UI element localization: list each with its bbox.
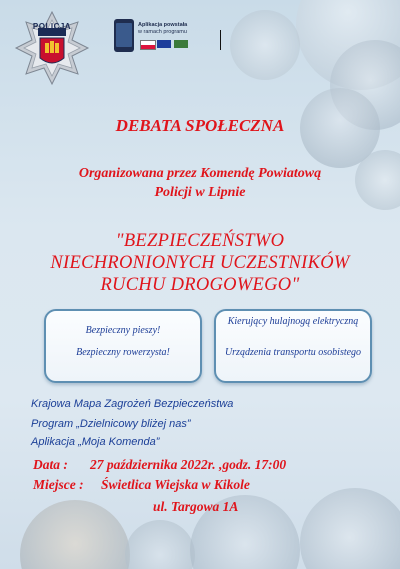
poland-flag-icon — [140, 40, 156, 50]
event-place — [33, 477, 250, 493]
photo-circle — [355, 150, 400, 210]
photo-circle — [20, 500, 130, 569]
badge-text: POLICJA — [32, 22, 72, 31]
phone-icon — [114, 19, 134, 52]
slogan-text: "BEZPIECZEŃSTWO NIECHRONIONYCH UCZESTNIKÓW RUCHU DROGOWEGO" — [50, 231, 350, 295]
place-label: Miejsce : — [33, 477, 84, 492]
date-label: Data : — [33, 457, 68, 472]
app-info-text: Aplikacja powstała w ramach programu — [138, 22, 188, 35]
topic-card-pedestrian-cyclist: Bezpieczny pieszy! Bezpieczny rowerzysta! — [44, 309, 202, 383]
info-line-app: Aplikacja „Moja Komenda” — [31, 436, 160, 448]
topic-card-scooter: Kierujący hulajnogą elektryczną Urządzenia transportu osobistego — [214, 309, 372, 383]
event-street: ul. Targowa 1A — [153, 499, 239, 514]
info-line-program: Program „Dzielnicowy bliżej nas” — [31, 418, 191, 430]
info-line-map: Krajowa Mapa Zagrożeń Bezpieczeństwa — [31, 398, 234, 410]
date-value: 27 października 2022r. ,godz. 17:00 — [90, 457, 287, 472]
photo-circle — [125, 520, 195, 569]
photo-circle — [230, 10, 300, 80]
event-date — [33, 457, 286, 473]
divider — [220, 30, 221, 50]
organizer-text: Organizowana przez Komendę Powiatową Policji w Lipnie — [78, 166, 322, 200]
poster-title: DEBATA SPOŁECZNA — [115, 116, 285, 135]
place-value: Świetlica Wiejska w Kikole — [101, 477, 250, 492]
program-logo-icon — [174, 40, 188, 48]
eu-flag-icon — [157, 40, 171, 48]
photo-circle — [300, 488, 400, 569]
